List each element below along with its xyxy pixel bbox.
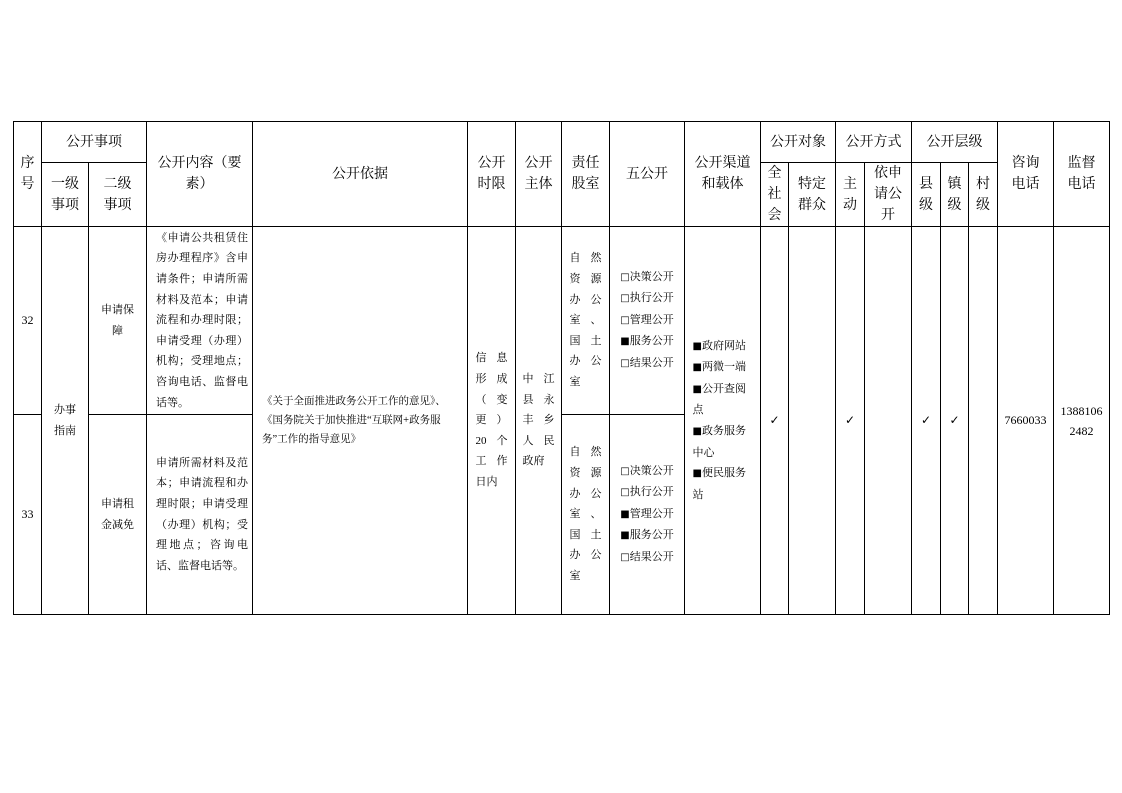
checkbox-icon: □ [620, 271, 630, 283]
audience-specific-cell [789, 227, 836, 615]
header-consult-phone [998, 122, 1054, 227]
content-cell [147, 415, 253, 615]
check-mark-icon: ✓ [920, 412, 932, 427]
header-level-village-label: 村级 [976, 175, 990, 213]
header-level-village [969, 163, 998, 227]
five-public-item [620, 353, 673, 375]
header-subject-label: 公开主体 [524, 155, 553, 192]
channel-item [693, 463, 753, 505]
header-channel [685, 122, 761, 227]
five-public-item [620, 525, 673, 547]
content-text: 《申请公共租赁住房办理程序》含申请条件；申请所需材料及范本；申请流程和办理时限；申请受理（办理）机构；受理地点；咨询电话、监督电话等。 [156, 231, 248, 409]
checkbox-icon: ■ [620, 530, 630, 542]
department-cell [562, 227, 610, 415]
seq-cell [14, 227, 42, 415]
basis-cell [253, 227, 468, 615]
header-level-town-label: 镇级 [947, 175, 962, 213]
header-seq [14, 122, 42, 227]
five-public-label: 服务公开 [629, 335, 674, 348]
method-request-cell [865, 227, 912, 615]
header-level2 [89, 163, 147, 227]
five-public-item [620, 547, 673, 569]
five-public-list [620, 267, 673, 375]
content-text: 申请所需材料及范本；申请流程和办理时限；申请受理（办理）机构；受理地点；咨询电话、监督电话等。 [156, 456, 248, 572]
header-audience-specific [789, 163, 836, 227]
five-public-item [620, 331, 673, 353]
checkbox-icon: □ [620, 314, 630, 326]
check-mark-icon: ✓ [844, 412, 856, 427]
checkbox-icon: □ [620, 357, 630, 369]
seq-number: 32 [21, 312, 34, 327]
header-method: 公开方式 [836, 122, 912, 163]
level1-cell [42, 227, 89, 615]
five-public-label: 结果公开 [629, 356, 674, 369]
subject-cell [516, 227, 562, 615]
supervise-phone-cell [1054, 227, 1110, 615]
header-level-county-label: 县级 [919, 175, 933, 213]
checkbox-icon: ■ [692, 340, 702, 352]
header-seq-label: 序号 [20, 155, 35, 192]
seq-cell [14, 415, 42, 615]
level-village-cell [969, 227, 998, 615]
level2-cell [89, 227, 147, 415]
header-audience-specific-label: 特定群众 [798, 175, 826, 213]
channel-list [693, 336, 753, 506]
header-channel-label: 公开渠道和载体 [694, 155, 751, 192]
checkbox-icon: ■ [692, 362, 702, 374]
channel-label: 政务服务中心 [692, 425, 746, 459]
channel-label: 公开查阅点 [692, 382, 746, 417]
header-basis: 公开依据 [253, 122, 468, 227]
checkbox-icon: ■ [692, 426, 702, 437]
seq-number: 33 [21, 506, 34, 521]
five-public-item [620, 310, 673, 332]
department-text: 自然资源办公室、国土办公室 [569, 446, 602, 582]
channel-cell [685, 227, 761, 615]
header-time-limit-label: 公开时限 [477, 155, 506, 192]
header-time-limit [468, 122, 516, 227]
header-audience: 公开对象 [761, 122, 836, 163]
level2-item: 申请保障 [101, 303, 134, 337]
header-level: 公开层级 [912, 122, 998, 163]
header-level2-label: 二级事项 [103, 175, 132, 213]
checkbox-icon: □ [620, 487, 630, 499]
header-level1-label: 一级事项 [51, 175, 79, 213]
channel-item [693, 336, 753, 358]
checkbox-icon: ■ [692, 383, 702, 395]
header-subject [516, 122, 562, 227]
header-supervise-phone-label: 监督电话 [1067, 155, 1096, 192]
header-level1 [42, 163, 89, 227]
five-public-item [620, 482, 673, 504]
header-method-request [865, 163, 912, 227]
five-public-item [620, 267, 673, 289]
consult-phone-cell [998, 227, 1054, 615]
consult-phone-number: 7660033 [1004, 412, 1047, 427]
channel-label: 便民服务站 [692, 467, 746, 501]
department-cell [562, 415, 610, 615]
header-five-public: 五公开 [610, 122, 685, 227]
level2-item: 申请租金减免 [101, 497, 134, 531]
five-public-label: 管理公开 [629, 313, 674, 326]
header-audience-all-label: 全社会 [767, 165, 782, 223]
channel-label: 政府网站 [701, 339, 746, 352]
five-public-label: 决策公开 [629, 270, 674, 283]
level-county-cell [912, 227, 941, 615]
header-supervise-phone [1054, 122, 1110, 227]
subject-text: 中江县永丰乡人民政府 [522, 373, 555, 468]
check-mark-icon: ✓ [949, 412, 960, 427]
header-consult-phone-label: 咨询电话 [1011, 155, 1040, 192]
channel-label: 两微一端 [701, 361, 746, 374]
table-header [14, 122, 1110, 227]
content-cell [147, 227, 253, 415]
five-public-label: 结果公开 [629, 550, 674, 563]
audience-all-cell [761, 227, 789, 615]
five-public-cell [610, 227, 685, 415]
five-public-label: 执行公开 [629, 292, 674, 305]
channel-item [693, 421, 753, 463]
checkbox-icon: ■ [620, 336, 630, 348]
method-active-cell [836, 227, 865, 615]
five-public-cell [610, 415, 685, 615]
header-method-active-label: 主动 [843, 175, 857, 213]
header-method-active [836, 163, 865, 227]
supervise-phone-number: 13881062482 [1060, 403, 1103, 438]
disclosure-table [13, 121, 1110, 615]
level-town-cell [941, 227, 969, 615]
checkbox-icon: □ [620, 293, 630, 305]
five-public-list [620, 461, 673, 569]
header-level-county [912, 163, 941, 227]
header-department [562, 122, 610, 227]
header-content [147, 122, 253, 227]
header-method-request-label: 依申请公开 [874, 165, 902, 223]
five-public-label: 决策公开 [629, 464, 674, 477]
table-row [14, 227, 1110, 415]
header-level-town [941, 163, 969, 227]
checkbox-icon: □ [620, 551, 630, 563]
channel-item [693, 357, 753, 379]
time-limit-cell [468, 227, 516, 615]
five-public-label: 服务公开 [629, 529, 674, 542]
basis-text: 《关于全面推进政务公开工作的意见》、《国务院关于加快推进“互联网+政务服务”工作的指导意见》 [262, 396, 446, 445]
five-public-item [620, 288, 673, 310]
time-limit-text: 信息形成（变更）20个工作日内 [475, 352, 508, 488]
header-matter: 公开事项 [42, 122, 147, 163]
checkbox-icon: ■ [620, 508, 630, 520]
five-public-label: 管理公开 [629, 507, 674, 520]
check-mark-icon: ✓ [769, 412, 780, 427]
five-public-item [620, 504, 673, 526]
level1-item: 办事指南 [54, 403, 76, 437]
header-department-label: 责任股室 [571, 155, 600, 192]
checkbox-icon: ■ [692, 468, 702, 480]
header-content-label: 公开内容（要素） [157, 155, 242, 192]
level2-cell [89, 415, 147, 615]
table-body [14, 227, 1110, 615]
five-public-label: 执行公开 [629, 486, 674, 499]
department-text: 自然资源办公室、国土办公室 [569, 252, 602, 388]
five-public-item [620, 461, 673, 483]
header-row-top [14, 122, 1110, 163]
checkbox-icon: □ [620, 465, 630, 477]
header-audience-all [761, 163, 789, 227]
channel-item [693, 379, 753, 421]
